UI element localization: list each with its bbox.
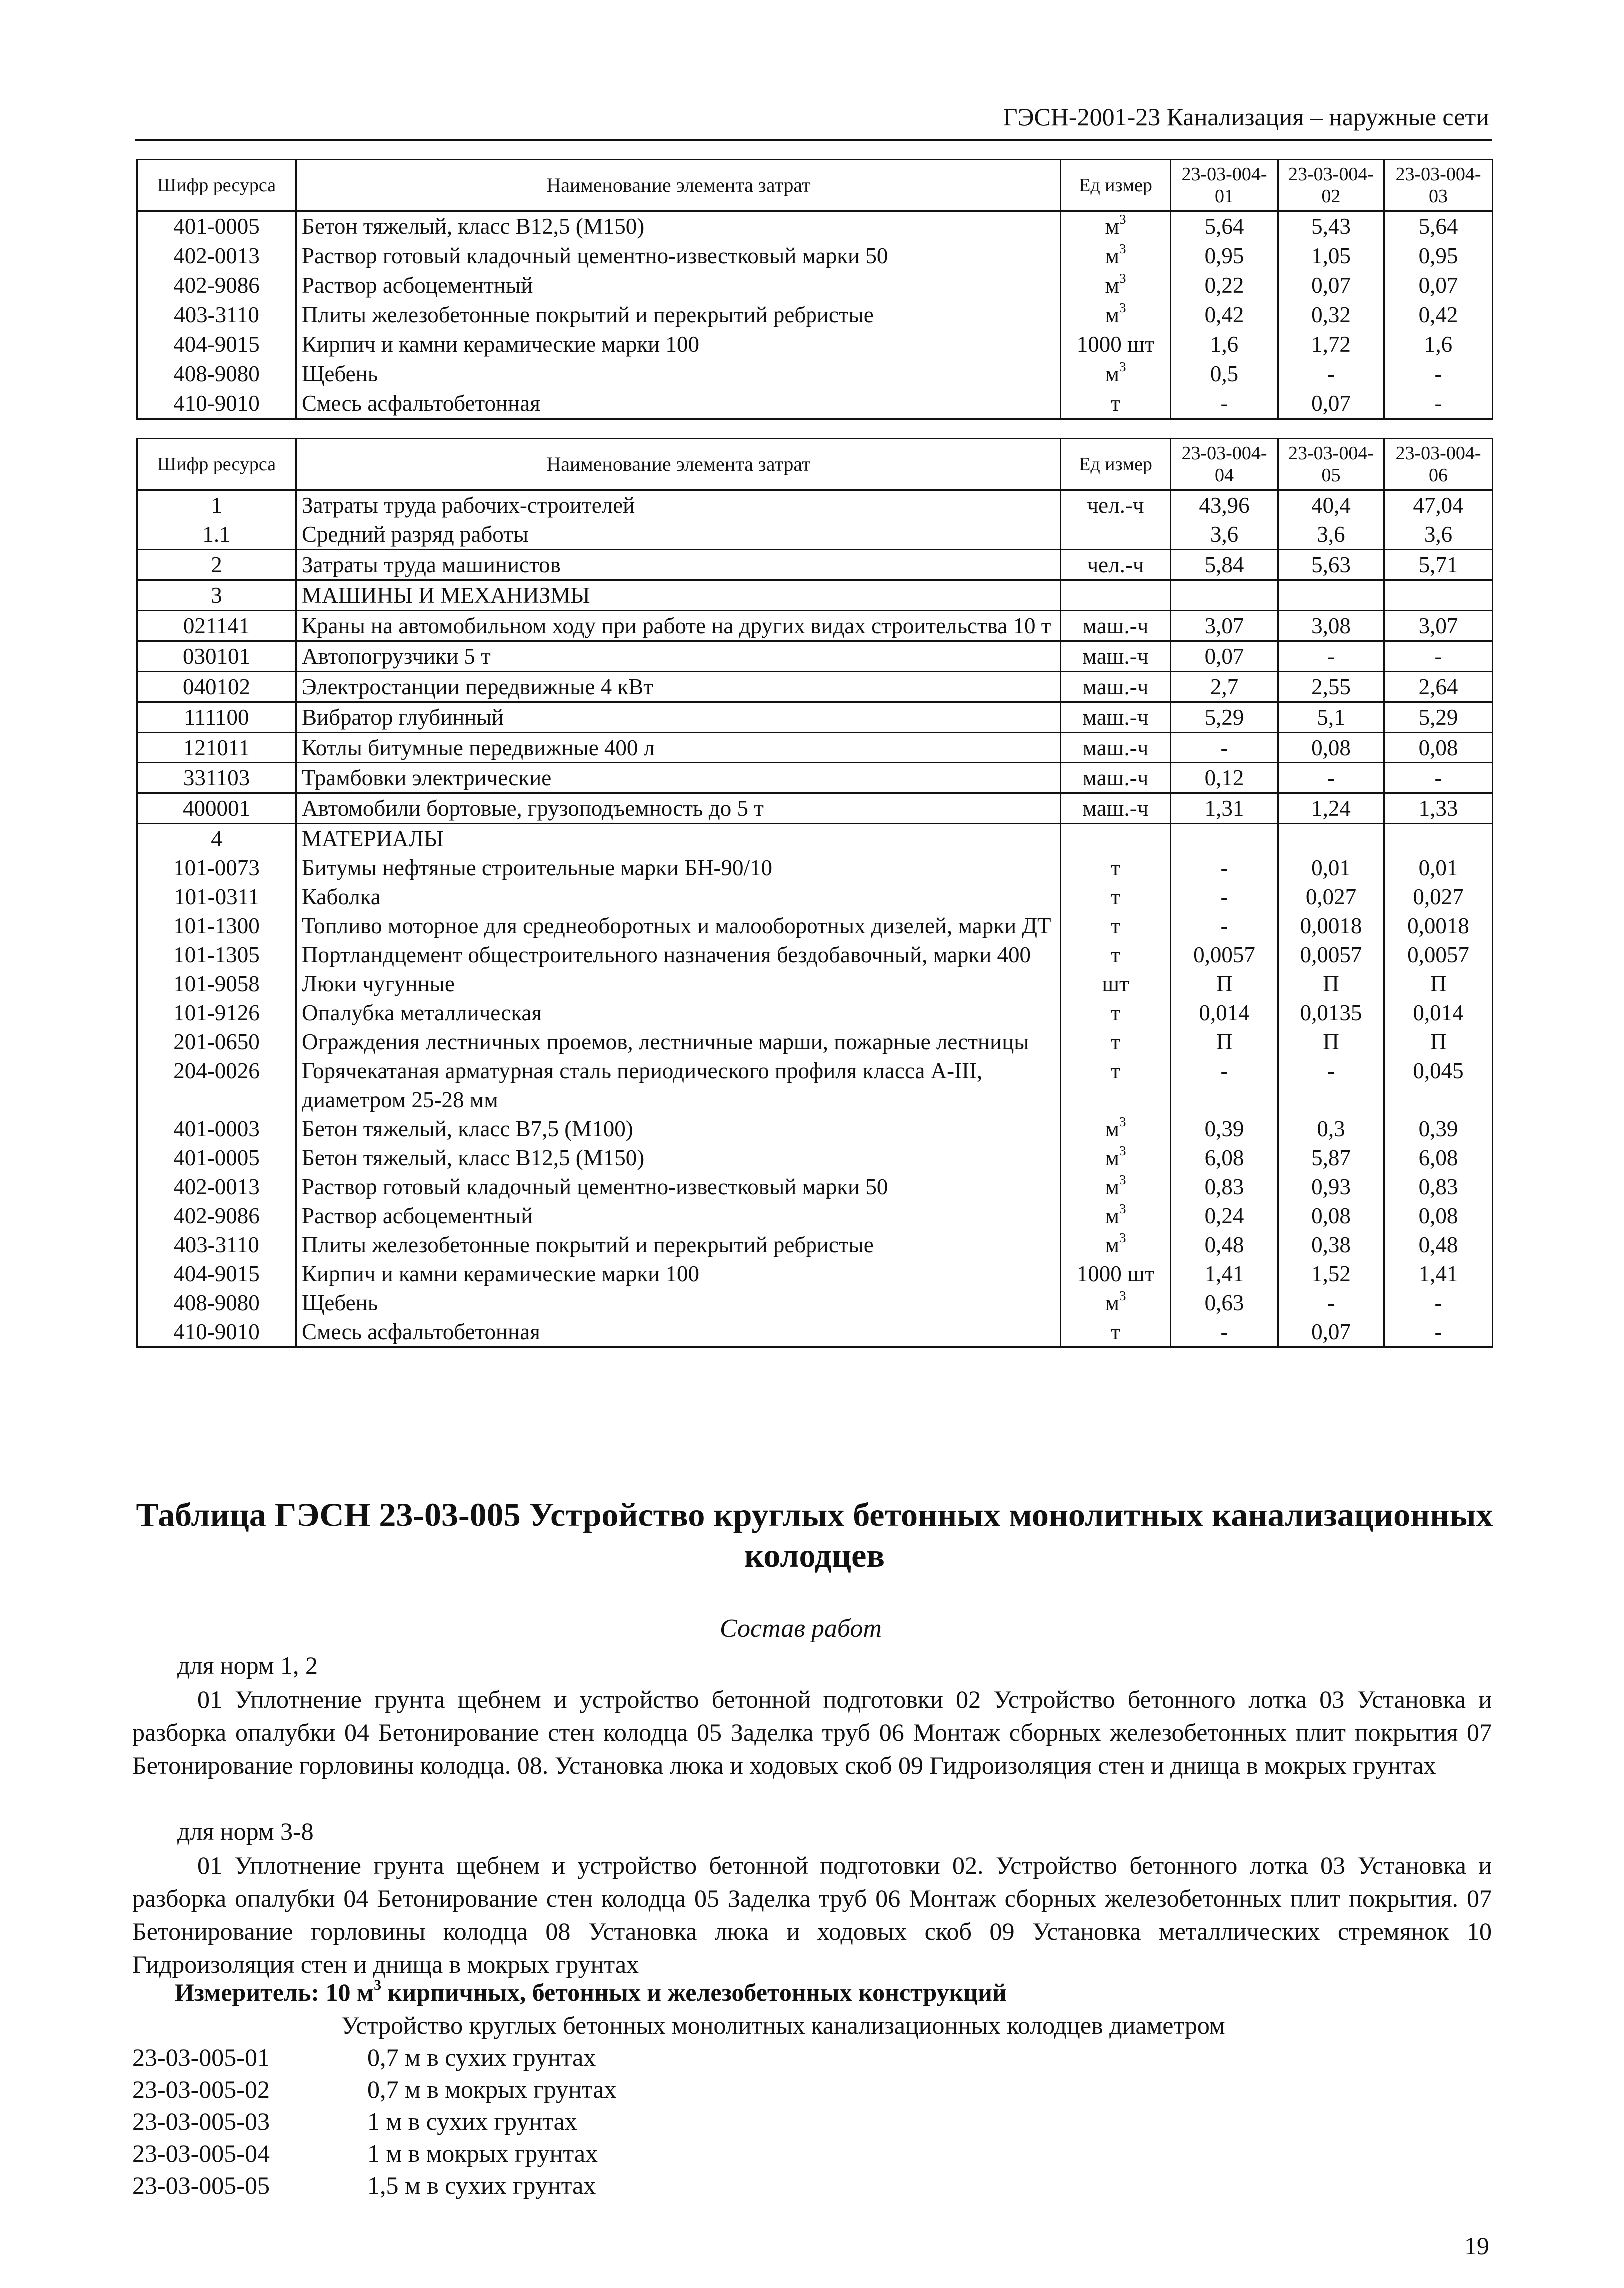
norm-value: [1278, 580, 1384, 611]
norm-value: 0,0018: [1278, 911, 1384, 940]
norm-value: 0,027: [1384, 882, 1493, 911]
resource-unit: маш.-ч: [1061, 793, 1171, 824]
norm-value: [1171, 824, 1278, 854]
resource-code: 331103: [137, 763, 296, 793]
resource-name: Плиты железобетонные покрытий и перекрытий ребристые: [296, 1230, 1061, 1259]
resource-code: 401-0005: [137, 1143, 296, 1172]
norm-value: 1,72: [1278, 330, 1384, 359]
table-row: [137, 550, 1493, 580]
table-row: [137, 1056, 1493, 1114]
norm-value: 0,07: [1384, 271, 1493, 300]
norm-value: 3,6: [1278, 520, 1384, 550]
norm-value: -: [1171, 733, 1278, 763]
resource-code: 101-0073: [137, 853, 296, 882]
resource-unit: 1000 шт: [1061, 1259, 1171, 1288]
resource-code: 408-9080: [137, 1288, 296, 1317]
resource-unit: т: [1061, 1317, 1171, 1347]
resource-name: Опалубка металлическая: [296, 998, 1061, 1027]
norm-value: 0,83: [1384, 1172, 1493, 1201]
table-row: [137, 940, 1493, 969]
resource-name: Затраты труда машинистов: [296, 550, 1061, 580]
norm-value: 47,04: [1384, 490, 1493, 520]
resource-unit: т: [1061, 389, 1171, 419]
norm-value: 0,08: [1384, 1201, 1493, 1230]
norm-value: 0,39: [1171, 1114, 1278, 1143]
resource-code: 101-1300: [137, 911, 296, 940]
resource-unit: $м^3$: [1061, 241, 1171, 271]
norm-value: 0,08: [1278, 733, 1384, 763]
norm-value: П: [1278, 969, 1384, 998]
norm-value: 0,93: [1278, 1172, 1384, 1201]
resource-unit: маш.-ч: [1061, 763, 1171, 793]
norm-value: П: [1171, 969, 1278, 998]
resource-code: 3: [137, 580, 296, 611]
resource-code: 101-9126: [137, 998, 296, 1027]
header-divider: [135, 139, 1492, 141]
norm-value: 1,41: [1384, 1259, 1493, 1288]
resource-unit: чел.-ч: [1061, 490, 1171, 520]
resource-name: Затраты труда рабочих-строителей: [296, 490, 1061, 520]
norm-value: 5,63: [1278, 550, 1384, 580]
norm-value: 6,08: [1384, 1143, 1493, 1172]
resource-table-004-01-03: [136, 159, 1493, 420]
norm-value: 1,41: [1171, 1259, 1278, 1288]
norm-code-description: 1,5 м в сухих грунтах: [367, 2171, 596, 2199]
table-row: [137, 211, 1493, 242]
col-header-name: Наименование элемента затрат: [296, 439, 1061, 490]
resource-name: Кирпич и камни керамические марки 100: [296, 1259, 1061, 1288]
norm-value: 2,55: [1278, 672, 1384, 702]
resource-code: 121011: [137, 733, 296, 763]
resource-code: 030101: [137, 641, 296, 672]
resource-name: Бетон тяжелый, класс В12,5 (М150): [296, 211, 1061, 242]
resource-unit: [1061, 824, 1171, 854]
table-row: [137, 702, 1493, 733]
col-header-code: Шифр ресурса: [137, 439, 296, 490]
table-row: [137, 824, 1493, 854]
norm-value: 0,07: [1278, 389, 1384, 419]
resource-unit: шт: [1061, 969, 1171, 998]
norm-value: 0,42: [1384, 300, 1493, 330]
table-row: [137, 1143, 1493, 1172]
norm-value: 0,0135: [1278, 998, 1384, 1027]
norm-value: 5,1: [1278, 702, 1384, 733]
norm-value: 3,07: [1171, 611, 1278, 641]
norms-3-8-text: 01 Уплотнение грунта щебнем и устройство бетонной подготовки 02. Устройство бетонного лотка 03 Установка и разборка опалубки 04 Бетонирование стен колодца 05 Заделка труб 06 Монтаж сборных железобетонных плит покрытия. 07 Бетонирование горловины колодца 08 Установка люка и ходовых скоб 09 Установка металлических стремянок 10 Гидроизоляция стен и днища в мокрых грунтах: [132, 1851, 1492, 1978]
norm-value: 0,08: [1384, 733, 1493, 763]
norm-code: 23-03-005-02: [132, 2075, 270, 2103]
col-header-norm: 23-03-004-06: [1384, 439, 1493, 490]
resource-unit: маш.-ч: [1061, 611, 1171, 641]
norm-value: -: [1384, 1317, 1493, 1347]
norm-value: 0,0057: [1171, 940, 1278, 969]
resource-name: Люки чугунные: [296, 969, 1061, 998]
table-row: [137, 1201, 1493, 1230]
resource-unit: [1061, 580, 1171, 611]
norm-value: -: [1171, 911, 1278, 940]
page-header-title: ГЭСН-2001-23 Канализация – наружные сети: [1003, 103, 1489, 131]
norm-value: 0,01: [1278, 853, 1384, 882]
resource-code: 404-9015: [137, 330, 296, 359]
resource-name: Кирпич и камни керамические марки 100: [296, 330, 1061, 359]
table-row: [137, 300, 1493, 330]
resource-name: Битумы нефтяные строительные марки БН-90/10: [296, 853, 1061, 882]
norm-code-description: 1 м в мокрых грунтах: [367, 2139, 598, 2167]
resource-name: Щебень: [296, 359, 1061, 389]
norm-value: [1384, 580, 1493, 611]
resource-unit: чел.-ч: [1061, 550, 1171, 580]
resource-code: 101-1305: [137, 940, 296, 969]
norm-value: 0,38: [1278, 1230, 1384, 1259]
norm-value: -: [1278, 1288, 1384, 1317]
norm-value: 0,0057: [1384, 940, 1493, 969]
norm-value: 6,08: [1171, 1143, 1278, 1172]
norm-value: -: [1278, 1056, 1384, 1114]
norm-value: 1,6: [1171, 330, 1278, 359]
norm-value: 3,6: [1171, 520, 1278, 550]
measure-label: Измеритель:: [175, 1978, 320, 2006]
section-table-title: Таблица ГЭСН 23-03-005 Устройство круглых бетонных монолитных канализационных колодцев: [136, 1496, 1493, 1574]
norms-3-8-label: для норм 3-8: [177, 1817, 314, 1845]
table-row: [137, 882, 1493, 911]
norm-value: 0,48: [1171, 1230, 1278, 1259]
norm-value: 5,64: [1384, 211, 1493, 242]
resource-name: Автопогрузчики 5 т: [296, 641, 1061, 672]
resource-unit: т: [1061, 853, 1171, 882]
table-row: [137, 1114, 1493, 1143]
norm-value: 1,24: [1278, 793, 1384, 824]
norm-value: -: [1384, 763, 1493, 793]
norm-value: 2,7: [1171, 672, 1278, 702]
table-row: [137, 641, 1493, 672]
resource-code: 400001: [137, 793, 296, 824]
section-heading: МАШИНЫ И МЕХАНИЗМЫ: [296, 580, 1061, 611]
norm-value: 0,5: [1171, 359, 1278, 389]
resource-code: 410-9010: [137, 1317, 296, 1347]
measure-value: 10 $м^3$ кирпичных, бетонных и железобетонных конструкций: [325, 1976, 1007, 2006]
resource-code: 410-9010: [137, 389, 296, 419]
norm-value: 2,64: [1384, 672, 1493, 702]
resource-name: Портландцемент общестроительного назначения бездобавочный, марки 400: [296, 940, 1061, 969]
table-row: [137, 611, 1493, 641]
col-header-norm: 23-03-004-01: [1171, 160, 1278, 211]
col-header-norm: 23-03-004-05: [1278, 439, 1384, 490]
norm-value: 0,0018: [1384, 911, 1493, 940]
resource-code: 403-3110: [137, 1230, 296, 1259]
table-row: [137, 389, 1493, 419]
norm-value: 0,027: [1278, 882, 1384, 911]
resource-code: 402-0013: [137, 241, 296, 271]
norm-value: 5,87: [1278, 1143, 1384, 1172]
norm-value: -: [1384, 1288, 1493, 1317]
resource-unit: $м^3$: [1061, 271, 1171, 300]
norm-value: -: [1278, 641, 1384, 672]
resource-name: Трамбовки электрические: [296, 763, 1061, 793]
col-header-norm: 23-03-004-03: [1384, 160, 1493, 211]
norm-value: 0,95: [1384, 241, 1493, 271]
norms-1-2-label: для норм 1, 2: [177, 1651, 318, 1679]
table-row: [137, 1230, 1493, 1259]
measure-line: [175, 1978, 1007, 2007]
norm-value: 0,3: [1278, 1114, 1384, 1143]
table-row: [137, 763, 1493, 793]
col-header-norm: 23-03-004-02: [1278, 160, 1384, 211]
resource-code: 401-0003: [137, 1114, 296, 1143]
resource-name: Раствор готовый кладочный цементно-известковый марки 50: [296, 1172, 1061, 1201]
norm-value: -: [1384, 359, 1493, 389]
resource-code: 4: [137, 824, 296, 854]
resource-unit: $м^3$: [1061, 1230, 1171, 1259]
norm-value: 3,6: [1384, 520, 1493, 550]
norm-value: 0,045: [1384, 1056, 1493, 1114]
resource-unit: т: [1061, 1056, 1171, 1114]
resource-name: Смесь асфальтобетонная: [296, 1317, 1061, 1347]
resource-unit: маш.-ч: [1061, 733, 1171, 763]
resource-unit: $м^3$: [1061, 359, 1171, 389]
norm-value: 0,24: [1171, 1201, 1278, 1230]
resource-unit: т: [1061, 940, 1171, 969]
resource-unit: $м^3$: [1061, 300, 1171, 330]
norm-value: 0,95: [1171, 241, 1278, 271]
norm-value: [1278, 824, 1384, 854]
resource-unit: $м^3$: [1061, 211, 1171, 242]
resource-code: 402-9086: [137, 1201, 296, 1230]
norm-value: 5,43: [1278, 211, 1384, 242]
norm-value: 0,32: [1278, 300, 1384, 330]
resource-code: 402-0013: [137, 1172, 296, 1201]
resource-name: Электростанции передвижные 4 кВт: [296, 672, 1061, 702]
resource-code: 040102: [137, 672, 296, 702]
norm-value: 1,52: [1278, 1259, 1384, 1288]
norm-value: П: [1278, 1027, 1384, 1056]
resource-table-004-04-06: [136, 438, 1493, 1348]
table-row: [137, 359, 1493, 389]
resource-unit: маш.-ч: [1061, 672, 1171, 702]
codes-intro: Устройство круглых бетонных монолитных канализационных колодцев диаметром: [341, 2011, 1225, 2039]
resource-name: Краны на автомобильном ходу при работе на других видах строительства 10 т: [296, 611, 1061, 641]
col-header-unit: Ед измер: [1061, 439, 1171, 490]
norm-code-description: 0,7 м в мокрых грунтах: [367, 2075, 617, 2103]
table-row: [137, 241, 1493, 271]
norm-value: -: [1171, 853, 1278, 882]
norm-code: 23-03-005-05: [132, 2171, 270, 2199]
norm-value: 1,33: [1384, 793, 1493, 824]
table-row: [137, 853, 1493, 882]
norm-value: -: [1278, 763, 1384, 793]
resource-name: Плиты железобетонные покрытий и перекрытий ребристые: [296, 300, 1061, 330]
col-header-name: Наименование элемента затрат: [296, 160, 1061, 211]
norm-value: [1384, 824, 1493, 854]
norm-value: [1171, 580, 1278, 611]
norm-value: 5,71: [1384, 550, 1493, 580]
norm-value: 0,07: [1278, 271, 1384, 300]
norm-code: 23-03-005-01: [132, 2043, 270, 2071]
norm-value: 5,84: [1171, 550, 1278, 580]
norm-value: П: [1171, 1027, 1278, 1056]
resource-unit: маш.-ч: [1061, 702, 1171, 733]
norm-value: 1,6: [1384, 330, 1493, 359]
norm-code: 23-03-005-03: [132, 2107, 270, 2135]
norm-value: -: [1384, 641, 1493, 672]
resource-unit: $м^3$: [1061, 1114, 1171, 1143]
norm-value: 5,64: [1171, 211, 1278, 242]
norm-value: 3,08: [1278, 611, 1384, 641]
resource-code: 1: [137, 490, 296, 520]
norm-value: 0,014: [1171, 998, 1278, 1027]
resource-code: 021141: [137, 611, 296, 641]
norm-value: 0,63: [1171, 1288, 1278, 1317]
resource-name: Ограждения лестничных проемов, лестничные марши, пожарные лестницы: [296, 1027, 1061, 1056]
norm-value: 1,31: [1171, 793, 1278, 824]
table-header-row: [137, 439, 1493, 490]
resource-unit: т: [1061, 911, 1171, 940]
col-header-code: Шифр ресурса: [137, 160, 296, 211]
resource-code: 403-3110: [137, 300, 296, 330]
table-header-row: [137, 160, 1493, 211]
norm-value: -: [1171, 389, 1278, 419]
resource-name: Раствор асбоцементный: [296, 271, 1061, 300]
norm-value: 0,07: [1278, 1317, 1384, 1347]
resource-unit: $м^3$: [1061, 1143, 1171, 1172]
table-row: [137, 271, 1493, 300]
resource-unit: [1061, 520, 1171, 550]
col-header-unit: Ед измер: [1061, 160, 1171, 211]
norm-value: 0,22: [1171, 271, 1278, 300]
table-row: [137, 672, 1493, 702]
table-row: [137, 998, 1493, 1027]
norm-value: 0,83: [1171, 1172, 1278, 1201]
resource-code: 401-0005: [137, 211, 296, 242]
table-row: [137, 1288, 1493, 1317]
resource-unit: $м^3$: [1061, 1172, 1171, 1201]
resource-name: Раствор готовый кладочный цементно-известковый марки 50: [296, 241, 1061, 271]
norm-value: 3,07: [1384, 611, 1493, 641]
norm-value: 5,29: [1171, 702, 1278, 733]
norm-code: 23-03-005-04: [132, 2139, 270, 2167]
resource-name: Раствор асбоцементный: [296, 1201, 1061, 1230]
norm-value: 0,014: [1384, 998, 1493, 1027]
table-row: [137, 580, 1493, 611]
resource-name: Автомобили бортовые, грузоподъемность до 5 т: [296, 793, 1061, 824]
resource-unit: т: [1061, 1027, 1171, 1056]
resource-code: 101-9058: [137, 969, 296, 998]
resource-code: 2: [137, 550, 296, 580]
col-header-norm: 23-03-004-04: [1171, 439, 1278, 490]
resource-unit: т: [1061, 882, 1171, 911]
norm-value: 0,01: [1384, 853, 1493, 882]
resource-code: 408-9080: [137, 359, 296, 389]
table-row: [137, 733, 1493, 763]
table-row: [137, 969, 1493, 998]
table-row: [137, 1259, 1493, 1288]
resource-name: Щебень: [296, 1288, 1061, 1317]
norm-value: 5,29: [1384, 702, 1493, 733]
resource-code: 204-0026: [137, 1056, 296, 1114]
resource-code: 101-0311: [137, 882, 296, 911]
norm-code-description: 1 м в сухих грунтах: [367, 2107, 577, 2135]
norms-1-2-text: 01 Уплотнение грунта щебнем и устройство бетонной подготовки 02 Устройство бетонного лотка 03 Установка и разборка опалубки 04 Бетонирование стен колодца 05 Заделка труб 06 Монтаж сборных железобетонных плит покрытия 07 Бетонирование горловины колодца. 08. Установка люка и ходовых скоб 09 Гидроизоляция стен и днища в мокрых грунтах: [132, 1685, 1492, 1779]
norm-value: 0,0057: [1278, 940, 1384, 969]
table-row: [137, 1317, 1493, 1347]
resource-code: 111100: [137, 702, 296, 733]
resource-name: Вибратор глубинный: [296, 702, 1061, 733]
norm-value: 0,08: [1278, 1201, 1384, 1230]
resource-unit: $м^3$: [1061, 1288, 1171, 1317]
norm-value: П: [1384, 969, 1493, 998]
norm-value: -: [1171, 1056, 1278, 1114]
resource-name: Бетон тяжелый, класс В7,5 (М100): [296, 1114, 1061, 1143]
norm-value: 1,05: [1278, 241, 1384, 271]
table-row: [137, 330, 1493, 359]
page-number: 19: [1464, 2232, 1489, 2260]
table-row: [137, 520, 1493, 550]
norm-value: 40,4: [1278, 490, 1384, 520]
norm-value: 0,39: [1384, 1114, 1493, 1143]
resource-code: 201-0650: [137, 1027, 296, 1056]
resource-name: Топливо моторное для среднеоборотных и малооборотных дизелей, марки ДТ: [296, 911, 1061, 940]
resource-name: Бетон тяжелый, класс В12,5 (М150): [296, 1143, 1061, 1172]
resource-name: Каболка: [296, 882, 1061, 911]
resource-unit: $м^3$: [1061, 1201, 1171, 1230]
table-row: [137, 911, 1493, 940]
norm-value: 0,12: [1171, 763, 1278, 793]
norm-value: -: [1384, 389, 1493, 419]
norm-value: -: [1278, 359, 1384, 389]
resource-unit: 1000 шт: [1061, 330, 1171, 359]
resource-name: Горячекатаная арматурная сталь периодического профиля класса А-III, диаметром 25-28 мм: [296, 1056, 1061, 1114]
resource-unit: маш.-ч: [1061, 641, 1171, 672]
norm-value: 0,07: [1171, 641, 1278, 672]
resource-code: 402-9086: [137, 271, 296, 300]
resource-name: Смесь асфальтобетонная: [296, 389, 1061, 419]
norm-value: 0,42: [1171, 300, 1278, 330]
resource-name: Средний разряд работы: [296, 520, 1061, 550]
table-row: [137, 1172, 1493, 1201]
table-row: [137, 490, 1493, 520]
resource-name: Котлы битумные передвижные 400 л: [296, 733, 1061, 763]
resource-unit: т: [1061, 998, 1171, 1027]
norm-value: -: [1171, 1317, 1278, 1347]
resource-code: 404-9015: [137, 1259, 296, 1288]
norm-value: 0,48: [1384, 1230, 1493, 1259]
table-row: [137, 1027, 1493, 1056]
norm-code-description: 0,7 м в сухих грунтах: [367, 2043, 596, 2071]
resource-code: 1.1: [137, 520, 296, 550]
sostav-heading: Состав работ: [720, 1614, 882, 1643]
norm-value: П: [1384, 1027, 1493, 1056]
section-heading: МАТЕРИАЛЫ: [296, 824, 1061, 854]
table-row: [137, 793, 1493, 824]
norm-value: 43,96: [1171, 490, 1278, 520]
norm-value: -: [1171, 882, 1278, 911]
